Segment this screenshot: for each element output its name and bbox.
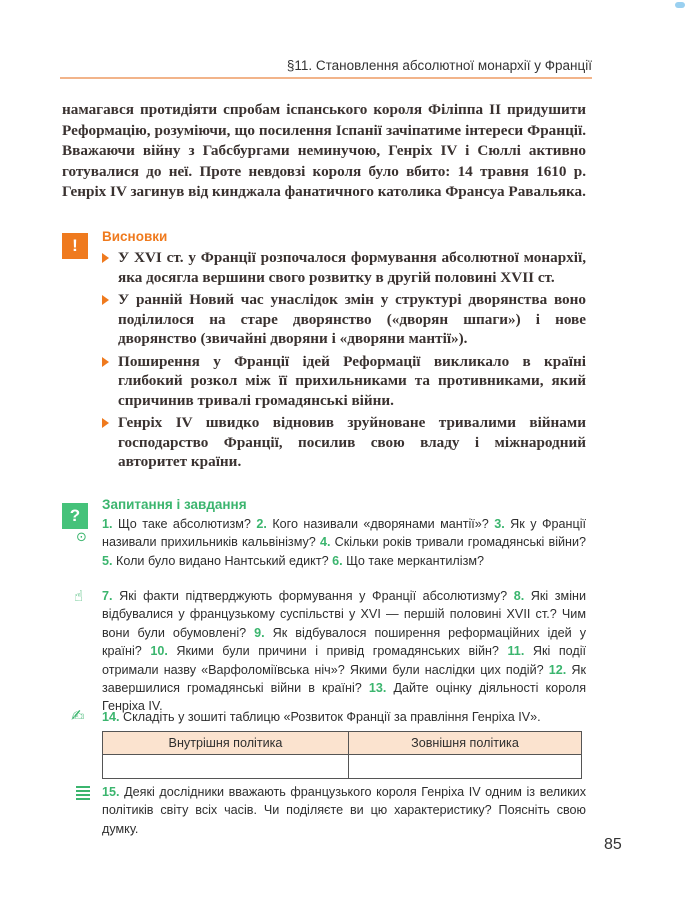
- intro-paragraph: намагався протидіяти спробам іспанського короля Філіппа II придушити Реформацію, розуміючи, що посилення Іспанії зачіпатиме інтереси Франції. Вважаючи війну з Габсбургами неминучою, Генріх IV і Сюллі активно готувалися до неї. Проте невдовзі короля було вбито: 14 травня 1610 р. Генріх IV загинув від кинджала фанатичного католика Франсуа Равальяка.: [62, 101, 586, 201]
- arrow-bullet-icon: [102, 418, 109, 428]
- page-number: 85: [604, 836, 622, 853]
- exclamation-icon: !: [62, 233, 88, 259]
- question-14: 14. Складіть у зошиті таблицю «Розвиток Франції за правління Генріха IV».: [102, 710, 541, 724]
- table-cell: [103, 755, 349, 779]
- table-row: [103, 755, 582, 779]
- table-cell: [348, 755, 581, 779]
- corner-mark-icon: [675, 2, 685, 8]
- question-15: 15. Деякі дослідники вважають французького короля Генріха IV одним із великих політиків світу всіх часів. Чи поділяєте ви цю характеристику? Поясніть свою думку.: [102, 785, 587, 836]
- arrow-bullet-icon: [102, 357, 109, 367]
- conclusion-item: Генріх IV швидко відновив зруйноване тривалими війнами господарство Франції, посилив свою владу і міжнародний авторитет країни.: [100, 413, 586, 472]
- hand-icon: ☝: [74, 587, 84, 605]
- header-rule: [60, 77, 592, 79]
- conclusions-title: Висновки: [102, 229, 168, 244]
- document-icon: [76, 786, 90, 802]
- table-header-row: [103, 732, 582, 755]
- arrow-bullet-icon: [102, 253, 109, 263]
- pen-icon: ✍: [71, 706, 85, 725]
- conclusion-item: У XVI ст. у Франції розпочалося формування абсолютної монархії, яка досягла вершини свого розвитку в другій половині XVII ст.: [100, 248, 586, 287]
- questions-title: Запитання і завдання: [102, 497, 247, 512]
- table-header-internal: Внутрішня політика: [103, 732, 349, 755]
- conclusions-list: [100, 248, 586, 475]
- question-mark-icon: ?: [62, 503, 88, 529]
- questions-group-1: 1. Що таке абсолютизм? 2. Кого називали «дворянами мантії»? 3. Як у Франції називали прихильників кальвінізму? 4. Скільки років тривали громадянські війни? 5. Коли було видано Нантський едикт? 6. Що таке меркантилізм?: [102, 517, 587, 568]
- questions-group-2: 7. Які факти підтверджують формування у Франції абсолютизму? 8. Які зміни відбувалися у французькому суспільстві у XVI — першій половині XVII ст.? Чим вони були обумовлені? 9. Як відбувалося поширення реформаційних ідей у країні? 10. Якими були причини і привід громадянських війн? 11. Які події отримали назву «Варфоломіївська ніч»? Якими були наслідки цих подій? 12. Як завершилися громадянські війни в країні? 13. Дайте оцінку діяльності короля Генріха IV.: [102, 589, 587, 714]
- target-icon: ⊙: [76, 530, 87, 545]
- policy-table: [102, 731, 582, 779]
- table-header-external: Зовнішня політика: [348, 732, 581, 755]
- conclusion-item: Поширення у Франції ідей Реформації викликало в країні глибокий розкол між її прихильниками та противниками, який спричинив тривалі громадянські війни.: [100, 352, 586, 411]
- running-header: §11. Становлення абсолютної монархії у Франції: [286, 58, 592, 73]
- arrow-bullet-icon: [102, 295, 109, 305]
- conclusion-item: У ранній Новий час унаслідок змін у структурі дворянства воно поділилося на старе дворянство («дворян шпаги») і нове дворянство (звичайні дворяни і «дворяни мантії»).: [100, 290, 586, 349]
